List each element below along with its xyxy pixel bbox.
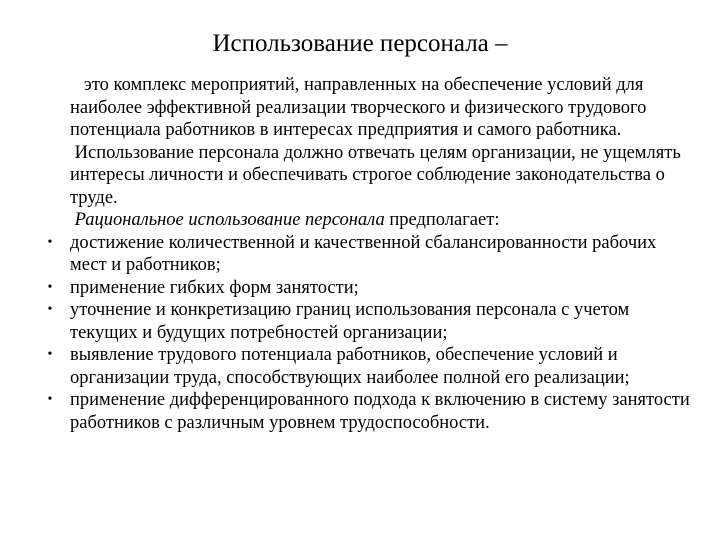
list-item (47, 389, 690, 434)
rational-use-suffix: предполагает: (384, 210, 500, 230)
bullet-icon: • (47, 392, 53, 407)
slide-title: Использование персонала – (212, 30, 508, 57)
definition-paragraph: это комплекс мероприятий, направленных на обеспечение условий для наиболее эффективной реализации творческого и физического трудового потенциала работников в интересах предприятия и самого работника. (70, 75, 652, 140)
list-item-text: уточнение и конкретизацию границ использования персонала с учетом текущих и будущих потребностей организации; (70, 300, 630, 343)
rational-use-intro (70, 209, 690, 232)
list-item (47, 299, 690, 344)
slide-body (47, 74, 690, 434)
bullet-icon: • (47, 279, 53, 295)
principle-paragraph: Использование персонала должно отвечать целям организации, не ущемлять интересы личности и обеспечивать строгое соблюдение законодательства о труде. (70, 142, 686, 208)
list-item (47, 277, 690, 300)
list-item (47, 232, 690, 277)
rational-use-term: Рациональное использование персонала (70, 210, 385, 230)
list-item (47, 344, 690, 389)
bullet-icon: • (47, 234, 53, 250)
list-item-text: выявление трудового потенциала работников, обеспечение условий и организации труда, способствующих наиболее полной его реализации; (70, 345, 630, 388)
measures-list (47, 232, 690, 435)
list-item-text: достижение количественной и качественной сбалансированности рабочих мест и работников; (70, 232, 657, 275)
bullet-icon: • (47, 347, 53, 362)
list-item-text: применение гибких форм занятости; (70, 277, 359, 298)
bullet-icon: • (47, 302, 53, 317)
list-item-text: применение дифференцированного подхода к включению в систему занятости работников с различным уровнем трудоспособности. (70, 390, 690, 433)
